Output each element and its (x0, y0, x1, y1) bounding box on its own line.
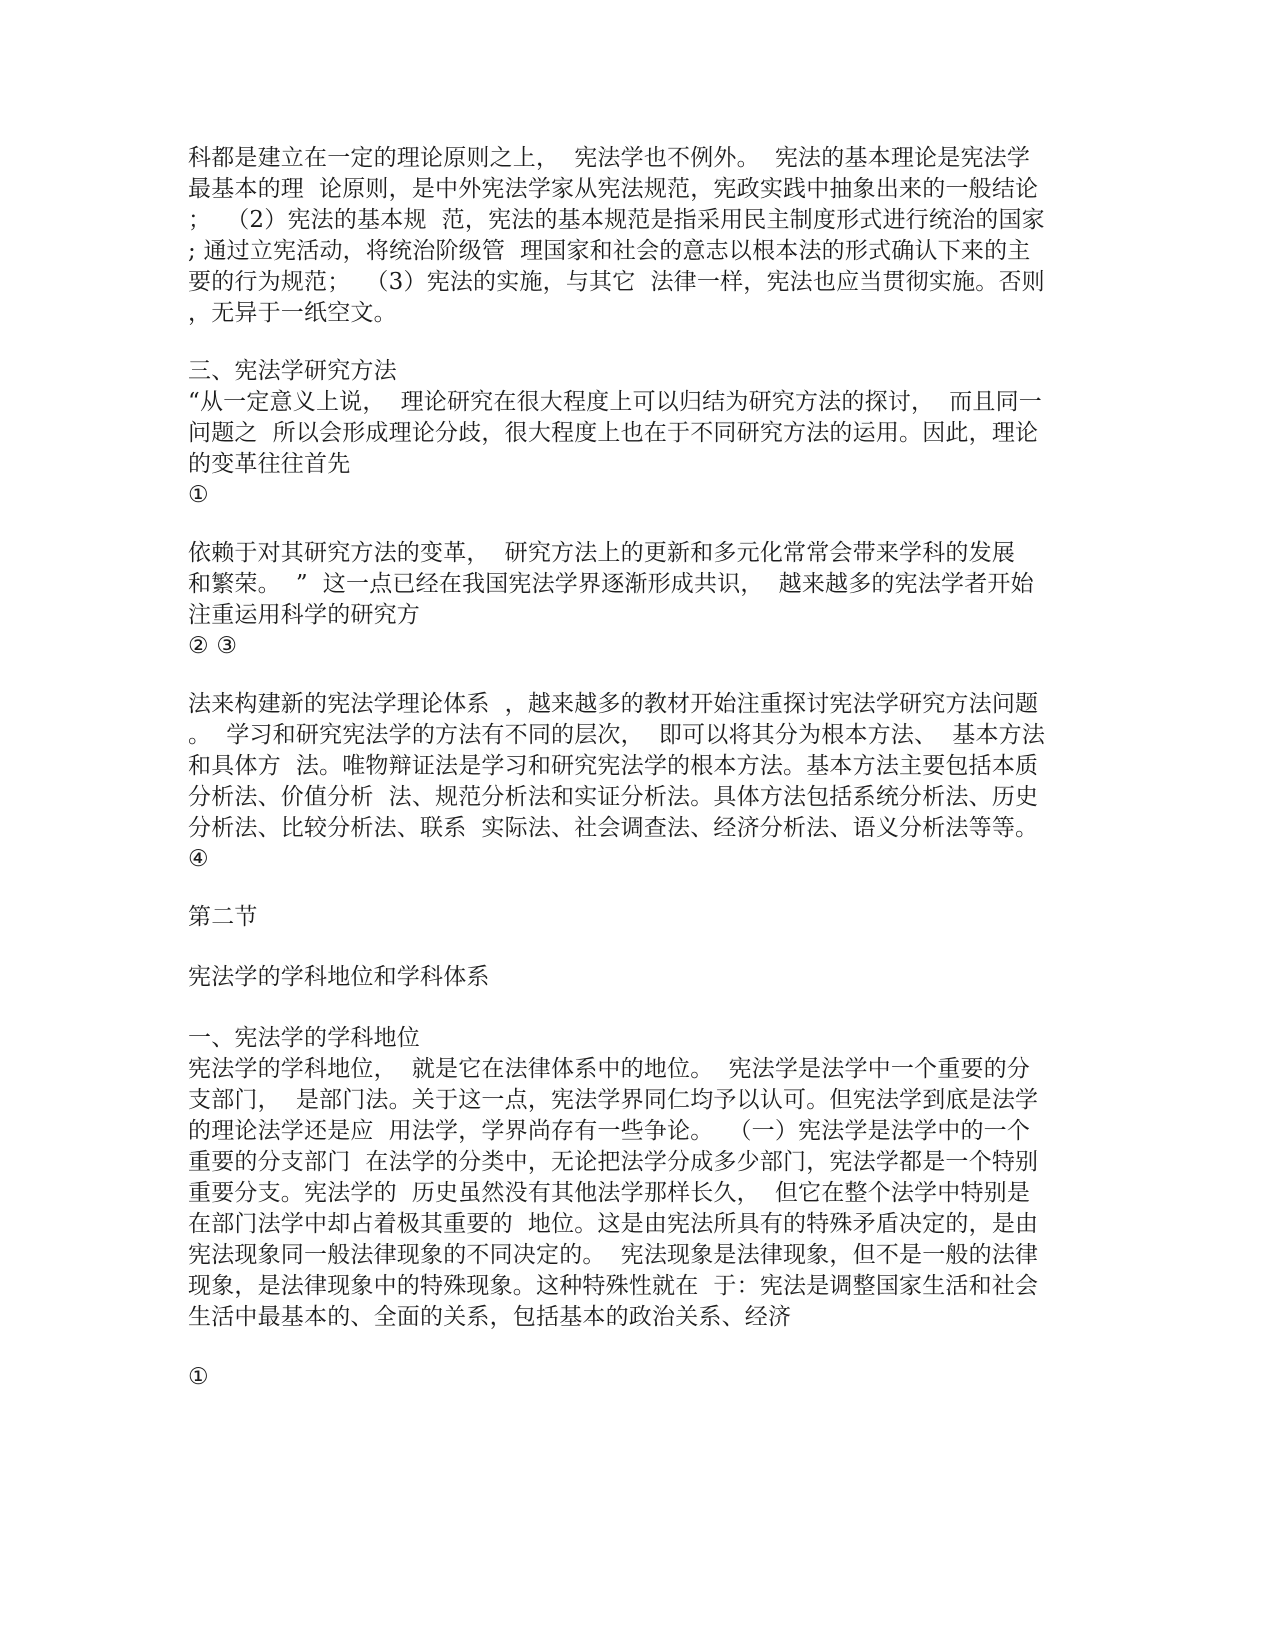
text-line: 要的行为规范； （3）宪法的实施，与其它 法律一样，宪法也应当贯彻实施。否则 (188, 269, 1045, 295)
text-line: ； （2）宪法的基本规 范，宪法的基本规范是指采用民主制度形式进行统治的国家 (188, 207, 1045, 233)
text-line: 重要的分支部门 在法学的分类中，无论把法学分成多少部门，宪法学都是一个特别 (188, 1149, 1039, 1175)
section-label: 第二节 (188, 904, 258, 930)
text-line: 。 学习和研究宪法学的方法有不同的层次， 即可以将其分为根本方法、 基本方法 (188, 722, 1046, 748)
text-line: 法来构建新的宪法学理论体系 ，越来越多的教材开始注重探讨宪法学研究方法问题 (188, 691, 1039, 717)
text-line: “从一定意义上说， 理论研究在很大程度上可以归结为研究方法的探讨， 而且同一 (188, 389, 1043, 415)
text-line: 现象，是法律现象中的特殊现象。这种特殊性就在 于：宪法是调整国家生活和社会 (188, 1273, 1039, 1299)
text-line: 在部门法学中却占着极其重要的 地位。这是由宪法所具有的特殊矛盾决定的，是由 (188, 1211, 1039, 1237)
footnote-marker: ④ (188, 846, 209, 872)
text-line: 支部门， 是部门法。关于这一点，宪法学界同仁均予以认可。但宪法学到底是法学 (188, 1087, 1039, 1113)
text-line: 和繁荣。 ” 这一点已经在我国宪法学界逐渐形成共识， 越来越多的宪法学者开始 (188, 571, 1034, 597)
text-line: 重要分支。宪法学的 历史虽然没有其他法学那样长久， 但它在整个法学中特别是 (188, 1180, 1031, 1206)
text-line: 和具体方 法。唯物辩证法是学习和研究宪法学的根本方法。基本方法主要包括本质 (188, 753, 1039, 779)
text-line: 科都是建立在一定的理论原则之上， 宪法学也不例外。 宪法的基本理论是宪法学 (188, 145, 1031, 171)
text-line: ; 通过立宪活动，将统治阶级管 理国家和社会的意志以根本法的形式确认下来的主 (188, 238, 1031, 264)
text-line: 问题之 所以会形成理论分歧，很大程度上也在于不同研究方法的运用。因此，理论 (188, 420, 1039, 446)
footnote-marker: ① (188, 482, 209, 508)
text-line: 最基本的理 论原则，是中外宪法学家从宪法规范，宪政实践中抽象出来的一般结论 (188, 176, 1039, 202)
section-heading-discipline-status: 一、宪法学的学科地位 (188, 1025, 420, 1051)
text-line: 宪法现象同一般法律现象的不同决定的。 宪法现象是法律现象，但不是一般的法律 (188, 1242, 1039, 1268)
text-line: 分析法、比较分析法、联系 实际法、社会调查法、经济分析法、语义分析法等等。 (188, 815, 1039, 841)
footnote-marker: ① (188, 1364, 209, 1390)
section-title: 宪法学的学科地位和学科体系 (188, 964, 490, 990)
text-line: 生活中最基本的、全面的关系，包括基本的政治关系、经济 (188, 1304, 792, 1330)
section-heading-research-methods: 三、宪法学研究方法 (188, 358, 397, 384)
footnote-marker: ② ③ (188, 633, 238, 659)
text-line: 注重运用科学的研究方 (188, 602, 420, 628)
text-line: 的理论法学还是应 用法学，学界尚存有一些争论。 （一）宪法学是法学中的一个 (188, 1118, 1031, 1144)
text-line: 依赖于对其研究方法的变革， 研究方法上的更新和多元化常常会带来学科的发展 (188, 540, 1016, 566)
text-line: 宪法学的学科地位， 就是它在法律体系中的地位。 宪法学是法学中一个重要的分 (188, 1056, 1031, 1082)
text-line: 分析法、价值分析 法、规范分析法和实证分析法。具体方法包括系统分析法、历史 (188, 784, 1039, 810)
text-line: ，无异于一纸空文。 (188, 300, 397, 326)
text-line: 的变革往往首先 (188, 451, 351, 477)
